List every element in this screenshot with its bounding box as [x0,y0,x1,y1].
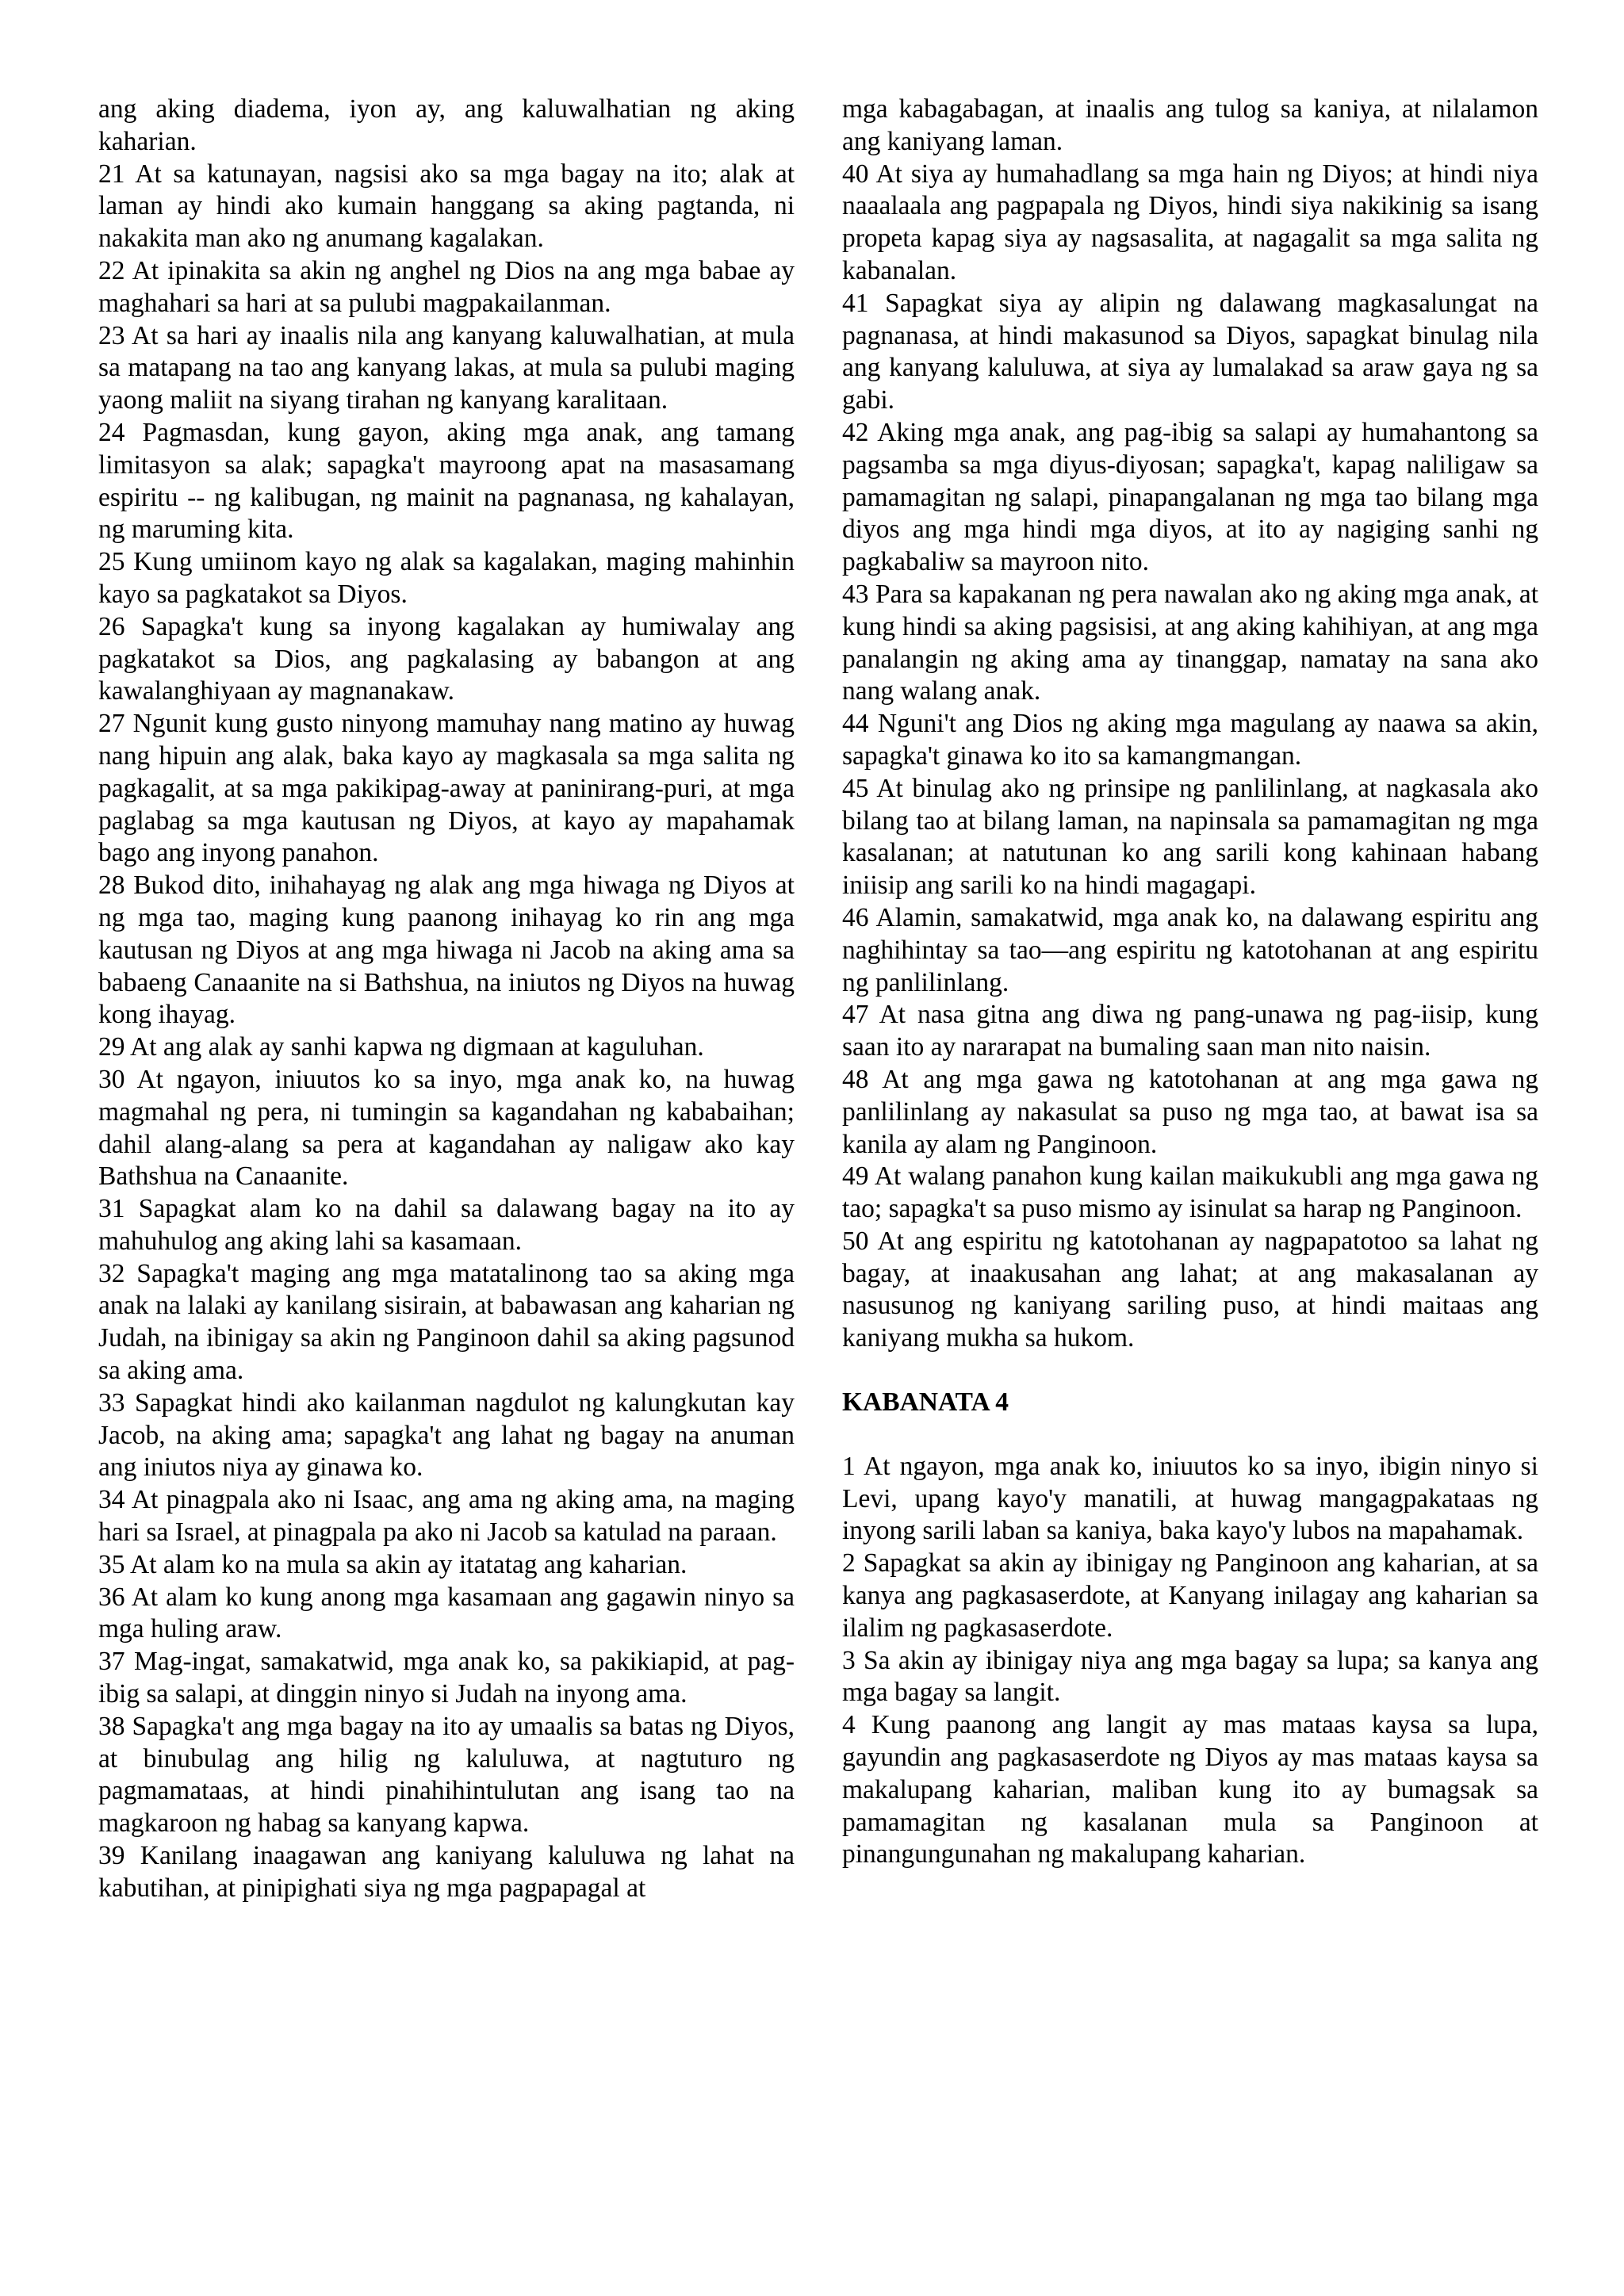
verse-42: 42 Aking mga anak, ang pag-ibig sa salapi ay humahantong sa pagsamba sa mga diyus-diyosan; sapagka't, kapag naliligaw sa pamamagitan ng salapi, pinapangalanan ng mga tao bilang mga diyos ang mga hindi mga diyos, at ito ay nagiging sanhi ng pagkabaliw sa mayroon nito. [842,417,1538,577]
verse-32: 32 Sapagka't maging ang mga matatalinong tao sa aking mga anak na lalaki ay kanilang sisirain, at babawasan ang kaharian ng Judah, na ibinigay sa akin ng Panginoon dahil sa aking pagsunod sa aking ama. [98,1258,795,1386]
verse-49: 49 At walang panahon kung kailan maikukubli ang mga gawa ng tao; sapagka't sa puso mismo ay isinulat sa harap ng Panginoon. [842,1161,1538,1224]
verse-24: 24 Pagmasdan, kung gayon, aking mga anak, ang tamang limitasyon sa alak; sapagka't mayroong apat na masasamang espiritu -- ng kalibugan, ng mainit na pagnanasa, ng kahalayan, ng maruming kita. [98,417,795,545]
verse-47: 47 At nasa gitna ang diwa ng pang-unawa ng pag-iisip, kung saan ito ay nararapat na bumaling saan man nito naisin. [842,1000,1538,1062]
verse-39-continuation: mga kabagabagan, at inaalis ang tulog sa kaniya, at nilalamon ang kaniyang laman. [842,94,1538,156]
verse-43: 43 Para sa kapakanan ng pera nawalan ako ng aking mga anak, at kung hindi sa aking pagsisisi, at ang aking kahihiyan, at ang mga panalangin ng aking ama ay tinanggap, namatay na sana ako nang walang anak. [842,579,1538,706]
document-page [98,94,1538,2250]
verse-28: 28 Bukod dito, inihahayag ng alak ang mga hiwaga ng Diyos at ng mga tao, maging kung paanong inihayag ko rin ang mga kautusan ng Diyos at ang mga hiwaga ni Jacob na aking ama sa babaeng Canaanite na si Bathshua, na iniutos ng Diyos na huwag kong ihayag. [98,871,795,1030]
chapter4-verse-2: 2 Sapagkat sa akin ay ibinigay ng Panginoon ang kaharian, at sa kanya ang pagkasaserdote, at Kanyang inilagay ang kaharian sa ilalim ng pagkasaserdote. [842,1548,1538,1643]
verse-25: 25 Kung umiinom kayo ng alak sa kagalakan, maging mahinhin kayo sa pagkatakot sa Diyos. [98,547,795,609]
verse-23: 23 At sa hari ay inaalis nila ang kanyang kaluwalhatian, at mula sa matapang na tao ang kanyang lakas, at mula sa pulubi maging yaong maliit na siyang tirahan ng kanyang karalitaan. [98,320,795,415]
verse-33: 33 Sapagkat hindi ako kailanman nagdulot ng kalungkutan kay Jacob, na aking ama; sapagka't ang lahat ng bagay na anuman ang iniutos niya ay ginawa ko. [98,1387,795,1483]
chapter4-verse-4: 4 Kung paanong ang langit ay mas mataas kaysa sa lupa, gayundin ang pagkasaserdote ng Diyos ay mas mataas kaysa sa makalupang kaharian, maliban kung ito ay bumagsak sa pamamagitan ng kasalanan mula sa Panginoon at pinangungunahan ng makalupang kaharian. [842,1710,1538,1869]
verse-41: 41 Sapagkat siya ay alipin ng dalawang magkasalungat na pagnanasa, at hindi makasunod sa Diyos, sapagkat binulag nila ang kanyang kaluluwa, at siya ay lumalakad sa araw gaya ng sa gabi. [842,288,1538,415]
verse-30: 30 At ngayon, iniuutos ko sa inyo, mga anak ko, na huwag magmahal ng pera, ni tumingin sa kagandahan ng kababaihan; dahil alang-alang sa pera at kagandahan ay naligaw ako kay Bathshua na Canaanite. [98,1064,795,1192]
verse-35: 35 At alam ko na mula sa akin ay itatatag ang kaharian. [98,1549,688,1579]
verse-21: 21 At sa katunayan, nagsisi ako sa mga bagay na ito; alak at laman ay hindi ako kumain hanggang sa aking pagtanda, ni nakakita man ako ng anumang kagalakan. [98,159,795,254]
verse-34: 34 At pinagpala ako ni Isaac, ang ama ng aking ama, na maging hari sa Israel, at pinagpala pa ako ni Jacob sa katulad na paraan. [98,1485,795,1548]
verse-27: 27 Ngunit kung gusto ninyong mamuhay nang matino ay huwag nang hipuin ang alak, baka kayo ay magkasala sa mga salita ng pagkagalit, at sa mga pakikipag-away at paninirang-puri, at mga paglabag sa mga kautusan ng Diyos, at kayo ay mapahamak bago ang inyong panahon. [98,709,795,868]
verse-44: 44 Nguni't ang Dios ng aking mga magulang ay naawa sa akin, sapagka't ginawa ko ito sa kamangmangan. [842,709,1538,771]
verse-31: 31 Sapagkat alam ko na dahil sa dalawang bagay na ito ay mahuhulog ang aking lahi sa kasamaan. [98,1194,795,1256]
verse-40: 40 At siya ay humahadlang sa mga hain ng Diyos; at hindi niya naaalaala ang pagpapala ng Diyos, hindi siya nakikinig sa isang propeta kapag siya ay nagsasalita, at nagagalit sa mga salita ng kabanalan. [842,159,1538,285]
verse-36: 36 At alam ko kung anong mga kasamaan ang gagawin ninyo sa mga huling araw. [98,1582,795,1644]
chapter4-verse-1: 1 At ngayon, mga anak ko, iniuutos ko sa inyo, ibigin ninyo si Levi, upang kayo'y manatili, at huwag mangagpakataas ng inyong sarili laban sa kaniya, baka kayo'y lubos na mapahamak. [842,1451,1538,1546]
verse-48: 48 At ang mga gawa ng katotohanan at ang mga gawa ng panlilinlang ay nakasulat sa puso ng mga tao, at bawat isa sa kanila ay alam ng Panginoon. [842,1064,1538,1159]
verse-37: 37 Mag-ingat, samakatwid, mga anak ko, sa pakikiapid, at pag-ibig sa salapi, at dinggin ninyo si Judah na inyong ama. [98,1647,795,1709]
left-column [98,94,795,2250]
verse-continuation: ang aking diadema, iyon ay, ang kaluwalhatian ng aking kaharian. [98,94,795,156]
chapter4-verse-3: 3 Sa akin ay ibinigay niya ang mga bagay sa lupa; sa kanya ang mga bagay sa langit. [842,1645,1538,1708]
verse-29: 29 At ang alak ay sanhi kapwa ng digmaan at kaguluhan. [98,1032,704,1062]
verse-39: 39 Kanilang inaagawan ang kaniyang kaluluwa ng lahat na kabutihan, at pinipighati siya ng mga pagpapagal at [98,1841,795,1903]
verse-22: 22 At ipinakita sa akin ng anghel ng Dios na ang mga babae ay maghahari sa hari at sa pulubi magpakailanman. [98,255,795,318]
verse-50: 50 At ang espiritu ng katotohanan ay nagpapatotoo sa lahat ng bagay, at inaakusahan ang lahat; at ang makasalanan ay nasusunog ng kaniyang sariling puso, at hindi maitaas ang kaniyang mukha sa hukom. [842,1226,1538,1353]
verse-45: 45 At binulag ako ng prinsipe ng panlilinlang, at nagkasala ako bilang tao at bilang laman, na napinsala sa pamamagitan ng mga kasalanan; at natutunan ko ang sarili kong kahinaan habang iniisip ang sarili ko na hindi magagapi. [842,773,1538,901]
verse-46: 46 Alamin, samakatwid, mga anak ko, na dalawang espiritu ang naghihintay sa tao—ang espiritu ng katotohanan at ang espiritu ng panlilinlang. [842,902,1538,997]
verse-38: 38 Sapagka't ang mga bagay na ito ay umaalis sa batas ng Diyos, at binubulag ang hilig ng kaluluwa, at nagtuturo ng pagmamataas, at hindi pinahihintulutan ang isang tao na magkaroon ng habag sa kanyang kapwa. [98,1711,795,1839]
right-column [842,94,1538,2250]
verse-26: 26 Sapagka't kung sa inyong kagalakan ay humiwalay ang pagkatakot sa Dios, ang pagkalasing ay babangon at ang kawalanghiyaan ay magnanakaw. [98,611,795,706]
chapter-heading: KABANATA 4 [842,1387,1009,1418]
